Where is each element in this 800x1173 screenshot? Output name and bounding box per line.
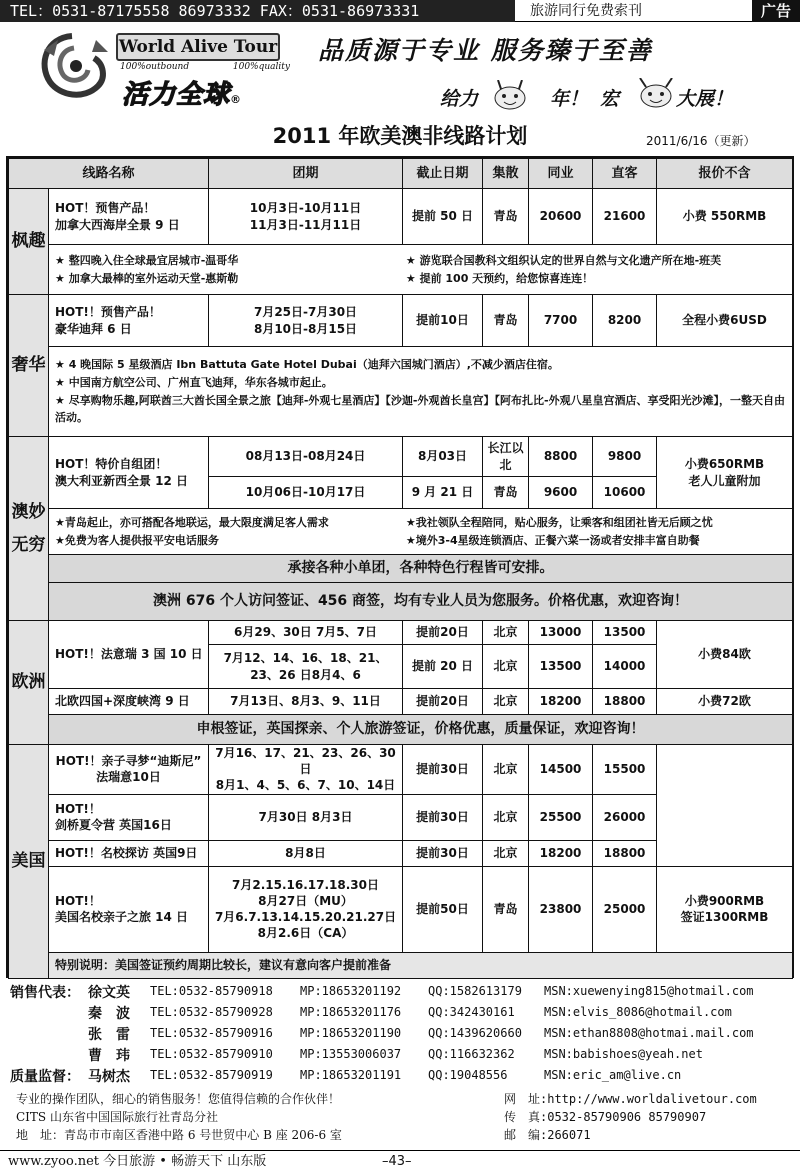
deadline: 提前30日 — [403, 794, 483, 840]
hub: 北京 — [483, 794, 529, 840]
route-title: 法瑞意10日 — [96, 770, 161, 785]
contact-tel: TEL:0532-85790910 — [150, 1047, 273, 1061]
table-row — [9, 745, 793, 795]
contact-name: 秦 波 — [88, 1006, 130, 1022]
note: ★免费为客人提供报平安电话服务 — [55, 533, 219, 547]
trade-price: 14500 — [529, 745, 593, 795]
date-1: 7月2.15.16.17.18.30日 — [232, 877, 380, 892]
slogan-word-1: 给力 — [440, 88, 479, 110]
col-excluded: 报价不含 — [657, 159, 793, 189]
route-hot: HOT！预售产品！ — [55, 201, 156, 216]
hub: 长江以北 — [483, 437, 529, 477]
excluded: 全程小费6USD — [657, 295, 793, 347]
tour-dates: 7月12、14、16、18、21、23、26 日8月4、6 — [209, 645, 403, 689]
col-trade: 同业 — [529, 159, 593, 189]
update-date: 2011/6/16（更新） — [646, 134, 756, 148]
rabbit-face-icon — [490, 80, 530, 110]
header-tagline: 旅游同行免费索刊 — [530, 3, 642, 19]
hub: 北京 — [483, 689, 529, 715]
route-hot: HOT!！ — [55, 801, 101, 816]
magazine-name: www.zyoo.net 今日旅游 • 畅游天下 山东版 — [8, 1154, 267, 1169]
excluded-empty — [657, 745, 793, 867]
deadline: 提前 50 日 — [403, 189, 483, 245]
deadline: 8月03日 — [403, 437, 483, 477]
notes-row — [9, 347, 793, 437]
page-title: 2011 年欧美澳非线路计划 — [272, 124, 528, 148]
table-row — [9, 621, 793, 645]
date-3: 7月6.7.13.14.15.20.21.27日 — [214, 910, 397, 925]
page-footer — [0, 1150, 800, 1172]
retail-price: 9800 — [593, 437, 657, 477]
tour-dates — [209, 866, 403, 952]
trade-price: 20600 — [529, 189, 593, 245]
note: ★ 4 晚国际 5 星级酒店 Ibn Battuta Gate Hotel Dubai（迪拜六国城门酒店）,不减少酒店住宿。 — [55, 358, 559, 372]
company-zip: 邮 编:266071 — [504, 1128, 591, 1142]
company-name: CITS 山东省中国国际旅行社青岛分社 — [16, 1110, 218, 1124]
tour-dates: 6月29、30日 7月5、7日 — [209, 621, 403, 645]
swirl-logo-icon — [34, 30, 112, 104]
brand-cn-text: 活力全球 — [122, 80, 231, 110]
company-fax: 传 真:0532-85790906 85790907 — [504, 1110, 707, 1124]
contact-tel: TEL:0532-85790916 — [150, 1026, 273, 1040]
deadline: 9 月 21 日 — [403, 477, 483, 509]
col-deadline: 截止日期 — [403, 159, 483, 189]
contact-msn: MSN:xuewenying815@hotmail.com — [544, 984, 754, 998]
top-bar — [0, 0, 800, 22]
brand-name: World Alive Tour — [116, 33, 280, 61]
note: ★境外3-4星级连锁酒店、正餐六菜一汤或者安排丰富自助餐 — [405, 533, 700, 547]
excl-1: 小费900RMB — [684, 893, 765, 908]
contact-name: 徐文英 — [88, 985, 130, 1001]
route-hot: HOT!！ — [55, 893, 101, 908]
hub: 青岛 — [483, 866, 529, 952]
contact-tel: TEL:0532-85790919 — [150, 1068, 273, 1082]
retail-price: 14000 — [593, 645, 657, 689]
table-row — [9, 295, 793, 347]
route-hot: HOT!！亲子寻梦“迪斯尼” — [55, 754, 202, 769]
deadline: 提前20日 — [403, 689, 483, 715]
note: ★ 游览联合国教科文组织认定的世界自然与文化遗产所在地-班芙 — [405, 253, 722, 267]
brand-cn — [122, 74, 242, 111]
promo-banner: 申根签证，英国探亲、个人旅游签证，价格优惠，质量保证，欢迎咨询！ — [49, 715, 793, 745]
retail-price: 10600 — [593, 477, 657, 509]
route-name — [49, 866, 209, 952]
retail-price: 15500 — [593, 745, 657, 795]
contact-mp: MP:18653201190 — [300, 1026, 402, 1040]
motto: 专业的操作团队，细心的销售服务！您值得信赖的合作伙伴！ — [16, 1092, 341, 1106]
contact-mp: MP:18653201192 — [300, 984, 402, 998]
notes-row — [9, 245, 793, 295]
slogan-word-4: 大展！ — [676, 88, 734, 110]
retail-price: 26000 — [593, 794, 657, 840]
trade-price: 18200 — [529, 689, 593, 715]
date-2: 8月1、4、5、6、7、10、14日 — [215, 778, 396, 793]
col-hub: 集散 — [483, 159, 529, 189]
trade-price: 7700 — [529, 295, 593, 347]
promo-banner: 承接各种小单团，各种特色行程皆可安排。 — [49, 555, 793, 583]
contact-name: 马树杰 — [88, 1069, 130, 1085]
company-website: 网 址:http://www.worldalivetour.com — [504, 1092, 757, 1106]
itinerary-table — [6, 156, 794, 978]
category-meiguo: 美国 — [9, 745, 49, 979]
trade-price: 23800 — [529, 866, 593, 952]
banner-row — [9, 715, 793, 745]
category-ouzhou: 欧洲 — [9, 621, 49, 745]
contact-name: 张 雷 — [88, 1027, 130, 1043]
route-hot: HOT!！预售产品！ — [55, 305, 161, 320]
deadline: 提前30日 — [403, 745, 483, 795]
slogan-word-3: 宏 — [600, 88, 620, 110]
excluded: 小费84欧 — [657, 621, 793, 689]
contact-mp: MP:18653201176 — [300, 1005, 402, 1019]
route-title: 加拿大西海岸全景 9 日 — [55, 217, 180, 232]
hub: 北京 — [483, 745, 529, 795]
retail-price: 18800 — [593, 840, 657, 866]
tour-dates: 10月06日-10月17日 — [209, 477, 403, 509]
route-name — [49, 794, 209, 840]
route-notes — [49, 245, 793, 295]
trade-price: 13500 — [529, 645, 593, 689]
special-note: 特别说明：美国签证预约周期比较长，建议有意向客户提前准备 — [49, 952, 793, 978]
qc-label: 质量监督： — [10, 1069, 80, 1085]
date-2: 8月10日-8月15日 — [253, 321, 358, 336]
special-row — [9, 952, 793, 978]
table-row — [9, 189, 793, 245]
rabbit-face-icon-2 — [636, 78, 676, 108]
tour-dates: 8月8日 — [209, 840, 403, 866]
route-name — [49, 745, 209, 795]
subtitle-outbound: 100%outbound — [120, 62, 190, 72]
category-shehua: 奢华 — [9, 295, 49, 437]
date-1: 7月16、17、21、23、26、30日 — [215, 746, 396, 777]
trade-price: 9600 — [529, 477, 593, 509]
col-retail: 直客 — [593, 159, 657, 189]
banner-row — [9, 583, 793, 621]
contact-qq: QQ:342430161 — [428, 1005, 515, 1019]
route-name — [49, 295, 209, 347]
date-2: 11月3日-11月11日 — [249, 217, 362, 232]
hub: 北京 — [483, 621, 529, 645]
excluded — [657, 866, 793, 952]
registered-mark: ® — [230, 93, 243, 106]
table-header — [9, 159, 793, 189]
brand-subtitle — [120, 62, 290, 72]
contact-tel: TEL:0532-85790918 — [150, 984, 273, 998]
tour-dates — [209, 189, 403, 245]
col-route: 线路名称 — [9, 159, 209, 189]
deadline: 提前50日 — [403, 866, 483, 952]
contact-qq: QQ:1439620660 — [428, 1026, 522, 1040]
tour-dates — [209, 745, 403, 795]
ad-badge: 广告 — [752, 0, 800, 22]
table-row — [9, 866, 793, 952]
route-name: 北欧四国+深度峡湾 9 日 — [49, 689, 209, 715]
tour-dates: 7月13日、8月3、9、11日 — [209, 689, 403, 715]
category-aomiao: 澳妙无穷 — [9, 437, 49, 621]
slogan-word-2: 年！ — [550, 88, 589, 110]
sales-label: 销售代表： — [10, 985, 80, 1001]
date-2: 8月27日（MU） — [258, 893, 353, 908]
table-row — [9, 689, 793, 715]
col-dates: 团期 — [209, 159, 403, 189]
contact-msn: MSN:babishoes@yeah.net — [544, 1047, 703, 1061]
retail-price: 8200 — [593, 295, 657, 347]
date-1: 7月25日-7月30日 — [253, 305, 358, 320]
route-notes — [49, 347, 793, 437]
contact-mp: MP:13553006037 — [300, 1047, 402, 1061]
date-4: 8月2.6日（CA） — [257, 926, 354, 941]
tour-dates: 08月13日-08月24日 — [209, 437, 403, 477]
retail-price: 21600 — [593, 189, 657, 245]
note: ★青岛起止，亦可搭配各地联运，最大限度满足客人需求 — [55, 515, 329, 529]
excluded: 小费 550RMB — [657, 189, 793, 245]
note: ★ 加拿大最棒的室外运动天堂-惠斯勒 — [55, 271, 239, 285]
excl-1: 小费650RMB — [684, 457, 765, 472]
hub: 青岛 — [483, 477, 529, 509]
promo-banner: 澳洲 676 个人访问签证、456 商签，均有专业人员为您服务。价格优惠，欢迎咨询！ — [49, 583, 793, 621]
contact-msn: MSN:elvis_8086@hotmail.com — [544, 1005, 732, 1019]
deadline: 提前20日 — [403, 621, 483, 645]
contact-msn: MSN:eric_am@live.cn — [544, 1068, 682, 1082]
contact-qq: QQ:1582613179 — [428, 984, 522, 998]
deadline: 提前30日 — [403, 840, 483, 866]
route-title: 美国名校亲子之旅 14 日 — [55, 910, 189, 925]
contact-qq: QQ:19048556 — [428, 1068, 508, 1082]
route-title: 豪华迪拜 6 日 — [55, 321, 132, 336]
company-address: 地 址：青岛市市南区香港中路 6 号世贸中心 B 座 206-6 室 — [16, 1128, 342, 1142]
contact-mp: MP:18653201191 — [300, 1068, 402, 1082]
route-name: HOT!！法意瑞 3 国 10 日 — [49, 621, 209, 689]
note: ★ 中国南方航空公司、广州直飞迪拜，华东各城市起止。 — [55, 375, 333, 389]
hub: 北京 — [483, 645, 529, 689]
contact-msn: MSN:ethan8808@hotmai.mail.com — [544, 1026, 754, 1040]
trade-price: 25500 — [529, 794, 593, 840]
retail-price: 13500 — [593, 621, 657, 645]
route-title: 澳大利亚新西全景 12 日 — [55, 473, 189, 488]
date-1: 10月3日-10月11日 — [249, 201, 362, 216]
trade-price: 13000 — [529, 621, 593, 645]
excluded: 小费72欧 — [657, 689, 793, 715]
excl-2: 老人儿童附加 — [688, 473, 761, 488]
notes-row — [9, 509, 793, 555]
note: ★我社领队全程陪同，贴心服务，让乘客和组团社皆无后顾之忧 — [405, 515, 713, 529]
retail-price: 18800 — [593, 689, 657, 715]
contact-name: 曹 玮 — [88, 1048, 130, 1064]
tour-dates — [209, 295, 403, 347]
note: ★ 整四晚入住全球最宜居城市-温哥华 — [55, 253, 239, 267]
trade-price: 8800 — [529, 437, 593, 477]
subtitle-quality: 100%quality — [232, 62, 290, 72]
banner-row — [9, 555, 793, 583]
route-title: 剑桥夏令营 英国16日 — [55, 818, 172, 833]
deadline: 提前10日 — [403, 295, 483, 347]
hub: 青岛 — [483, 189, 529, 245]
route-name — [49, 437, 209, 509]
page-number: –43– — [382, 1154, 412, 1169]
route-hot: HOT！特价自组团！ — [55, 457, 168, 472]
slogan: 品质源于专业 服务臻于至善 — [318, 36, 653, 65]
route-name — [49, 189, 209, 245]
excl-2: 签证1300RMB — [680, 910, 769, 925]
header-contact: TEL：0531-87175558 86973332 FAX：0531-86973331 — [0, 0, 515, 22]
hub: 青岛 — [483, 295, 529, 347]
excluded — [657, 437, 793, 509]
route-notes — [49, 509, 793, 555]
hub: 北京 — [483, 840, 529, 866]
note: ★ 尽享购物乐趣,阿联酋三大酋长国全景之旅【迪拜-外观七星酒店】【沙迦-外观酋长皇宫】【阿布扎比-外观八星皇宫酒店、享受阳光沙滩】，一整天自由活动。 — [55, 393, 786, 425]
retail-price: 25000 — [593, 866, 657, 952]
tour-dates: 7月30日 8月3日 — [209, 794, 403, 840]
category-fengqu: 枫趣 — [9, 189, 49, 295]
table-row — [9, 437, 793, 477]
trade-price: 18200 — [529, 840, 593, 866]
route-name: HOT!！名校探访 英国9日 — [49, 840, 209, 866]
contact-tel: TEL:0532-85790928 — [150, 1005, 273, 1019]
note: ★ 提前 100 天预约，给您惊喜连连！ — [405, 271, 594, 285]
contact-qq: QQ:116632362 — [428, 1047, 515, 1061]
deadline: 提前 20 日 — [403, 645, 483, 689]
